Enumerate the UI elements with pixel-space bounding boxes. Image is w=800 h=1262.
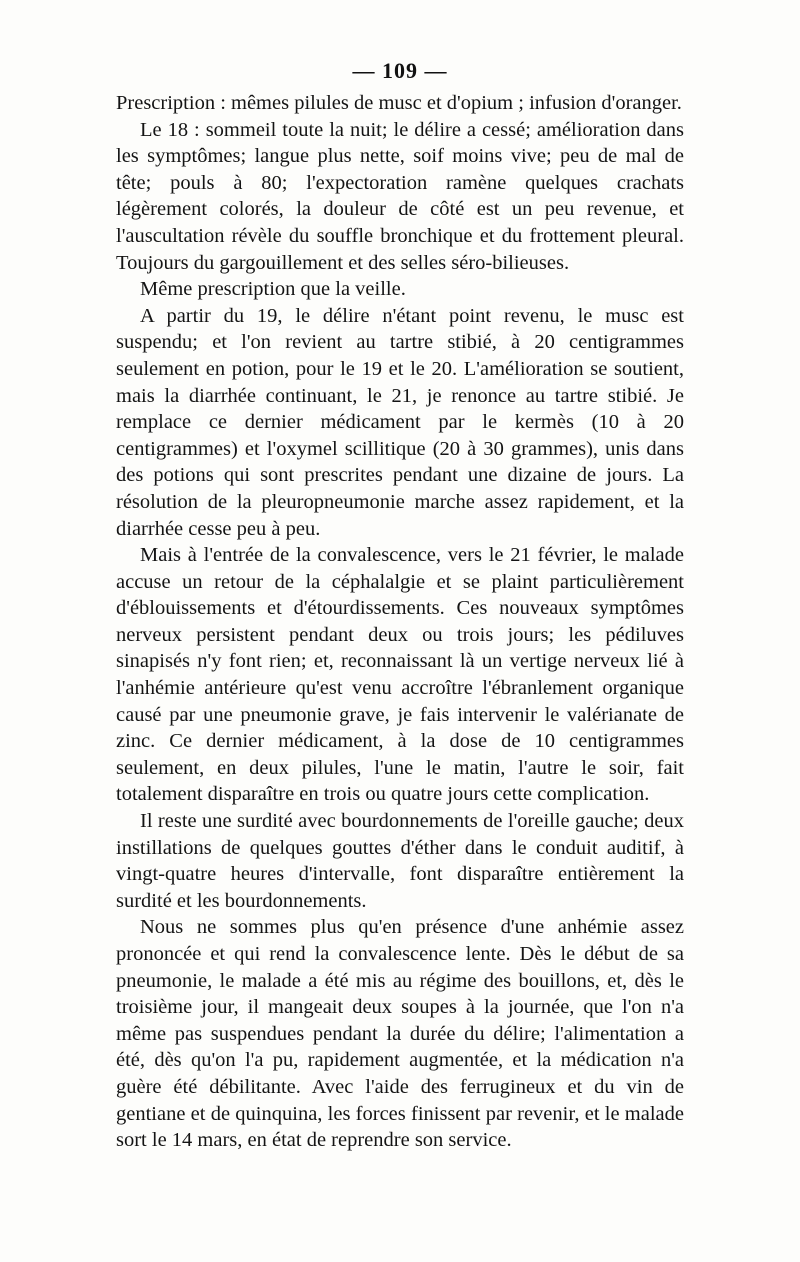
paragraph-prescription: Prescription : mêmes pilules de musc et d'opium ; infusion d'oranger. bbox=[116, 92, 682, 114]
paragraph-le-18: Le 18 : sommeil toute la nuit; le délire a cessé; amélioration dans les symptômes; langue plus nette, soif moins vive; peu de mal de tête; pouls à 80; l'expectoration ramène quelques crachats légèrement colorés, la douleur de côté est un peu revenue, et l'auscultation révèle du souffle bronchique et du frottement pleural. Toujours du gargouillement et des selles séro-bilieuses. bbox=[116, 118, 684, 274]
paragraph-surdite: Il reste une surdité avec bourdonnements de l'oreille gauche; deux instillations de quelques gouttes d'éther dans le conduit auditif, à vingt-quatre heures d'intervalle, font disparaître entièrement la surdité et les bourdonnements. bbox=[116, 810, 684, 912]
page-number-header: — 109 — bbox=[352, 58, 448, 83]
paragraph-meme-prescription: Même prescription que la veille. bbox=[140, 278, 406, 301]
page-body-text bbox=[116, 90, 684, 1154]
paragraph-anhemie: Nous ne sommes plus qu'en présence d'une anhémie assez prononcée et qui rend la convalescence lente. Dès le début de sa pneumonie, le malade a été mis au régime des bouillons, et, dès le troisième jour, il mangeait deux soupes à la journée, que l'on n'a même pas suspendues pendant la durée du délire; l'alimentation a été, dès qu'on l'a pu, rapidement augmentée, et la médication n'a guère été débilitante. Avec l'aide des ferrugineux et du vin de gentiane et de quinquina, les forces finissent par revenir, et le malade sort le 14 mars, en état de reprendre son service. bbox=[116, 916, 684, 1152]
paragraph-a-partir-du-19: A partir du 19, le délire n'étant point revenu, le musc est suspendu; et l'on revient au tartre stibié, à 20 centigrammes seulement en potion, pour le 19 et le 20. L'amélioration se soutient, mais la diarrhée continuant, le 21, je renonce au tartre stibié. Je remplace ce dernier médicament par le kermès (10 à 20 centigrammes) et l'oxymel scillitique (20 à 30 grammes), unis dans des potions qui sont prescrites pendant une dizaine de jours. La résolution de la pleuropneumonie marche assez rapidement, et la diarrhée cesse peu à peu. bbox=[116, 304, 684, 540]
paragraph-convalescence: Mais à l'entrée de la convalescence, vers le 21 février, le malade accuse un retour de la céphalalgie et se plaint particulièrement d'éblouissements et d'étourdissements. Ces nouveaux symptômes nerveux persistent pendant deux ou trois jours; les pédiluves sinapisés n'y font rien; et, reconnaissant là un vertige nerveux lié à l'anhémie antérieure qu'est venu accroître l'ébranlement organique causé par une pneumonie grave, je fais intervenir le valérianate de zinc. Ce dernier médicament, à la dose de 10 centigrammes seulement, en deux pilules, l'une le matin, l'autre le soir, fait totalement disparaître en trois ou quatre jours cette complication. bbox=[116, 544, 684, 806]
